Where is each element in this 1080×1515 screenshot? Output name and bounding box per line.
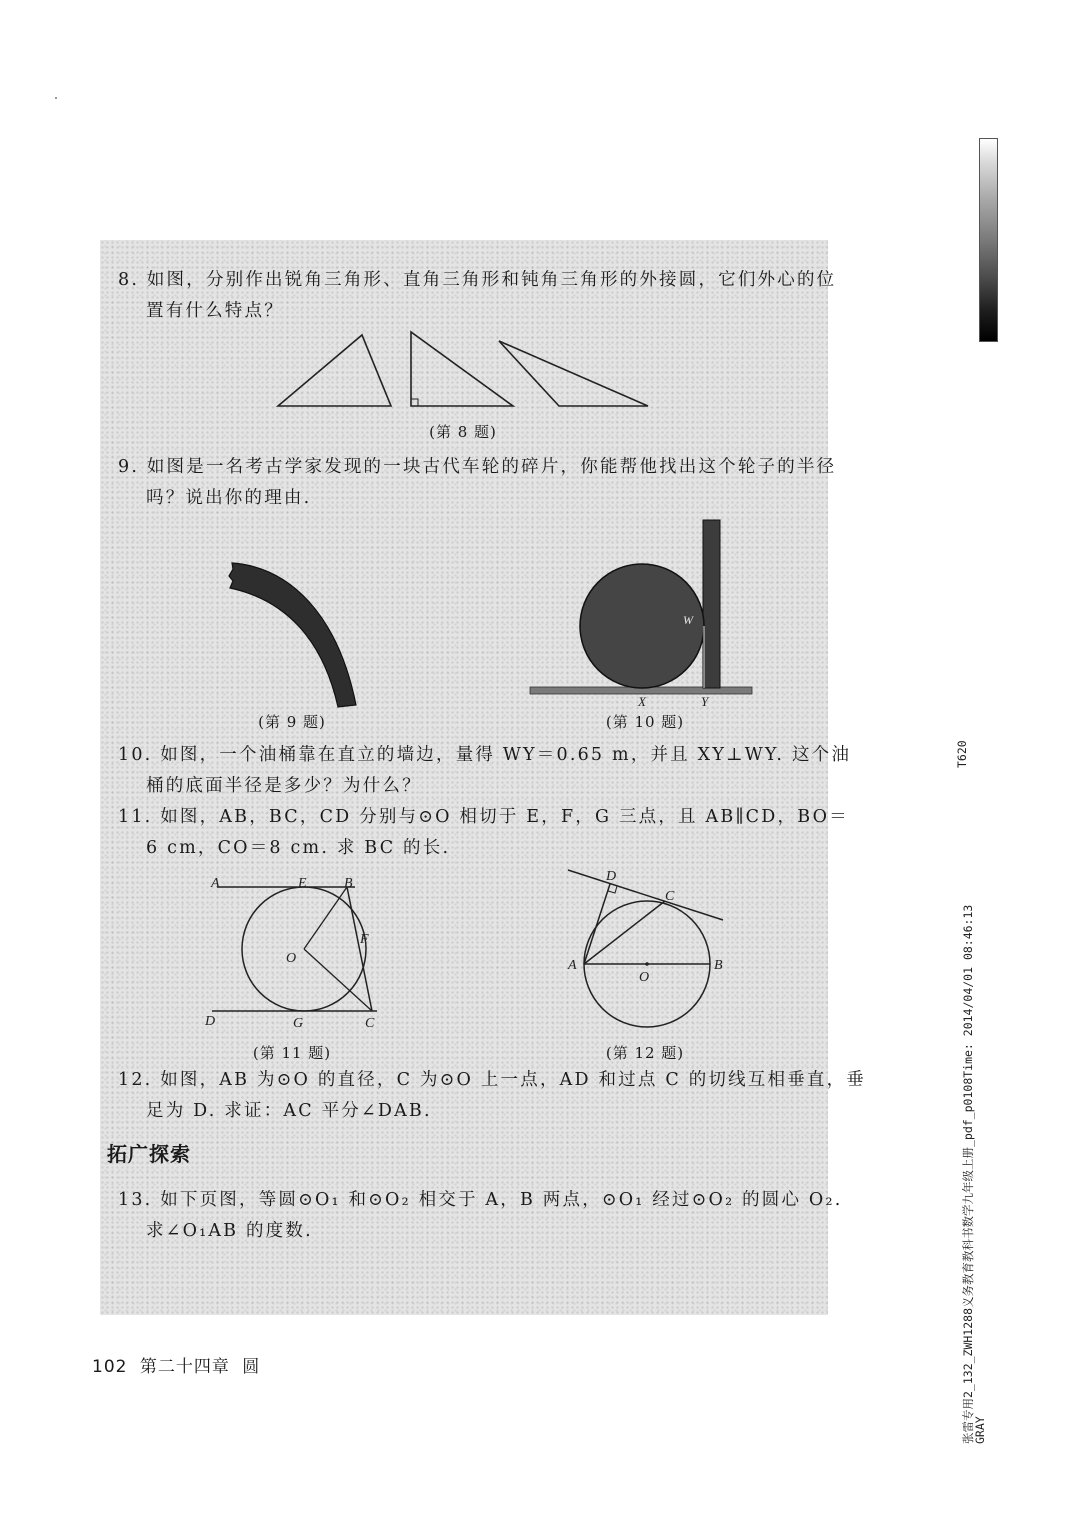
figure-12-diameter-tangent [555, 860, 740, 1045]
section-heading: 拓广探索 [107, 1142, 191, 1166]
problem-10-line-1: 10. 如图，一个油桶靠在直立的墙边，量得 WY＝0.65 m，并且 XY⊥WY. 这个油 [118, 745, 852, 765]
label-b: B [344, 876, 353, 891]
label-c: C [365, 1016, 375, 1031]
figure-11-tangent-circle [195, 870, 395, 1035]
chapter-label: 第二十四章 [139, 1357, 230, 1377]
caption-problem-11: (第 11 题) [252, 1044, 332, 1062]
label-a: A [568, 958, 577, 973]
right-triangle [411, 332, 513, 406]
page-number: 102 [92, 1357, 128, 1377]
label-c: C [665, 889, 675, 904]
segment-ac [584, 901, 665, 964]
problem-8-line-1: 8. 如图，分别作出锐角三角形、直角三角形和钝角三角形的外接圆，它们外心的位 [118, 270, 837, 290]
page-footer [92, 1352, 260, 1377]
label-a: A [211, 876, 220, 891]
problem-13-line-2: 求∠O₁AB 的度数. [146, 1221, 313, 1241]
obtuse-triangle [499, 341, 648, 406]
scan-speck [55, 97, 57, 99]
gray-label: GRAY [973, 1416, 987, 1444]
problem-10-line-2: 桶的底面半径是多少？为什么？ [146, 776, 422, 796]
caption-problem-8: (第 8 题) [429, 423, 497, 441]
problem-12-line-2: 足为 D. 求证：AC 平分∠DAB. [146, 1101, 432, 1121]
wheel-fragment [229, 563, 356, 707]
problem-11-line-1: 11. 如图，AB，BC，CD 分别与⊙O 相切于 E，F，G 三点，且 AB∥CD，BO＝ [118, 807, 849, 827]
caption-problem-9: (第 9 题) [258, 713, 326, 731]
label-w: W [683, 613, 693, 627]
label-b: B [714, 958, 723, 973]
segment-ob [304, 887, 347, 949]
problem-11-line-2: 6 cm，CO＝8 cm. 求 BC 的长. [146, 838, 451, 858]
label-f: F [360, 932, 369, 947]
problem-9-line-2: 吗？说出你的理由. [146, 488, 312, 508]
figure-9-wheel-fragment [220, 555, 370, 710]
chapter-title: 圆 [242, 1357, 261, 1377]
acute-triangle [278, 335, 391, 406]
label-x: X [638, 694, 646, 709]
problem-8-line-2: 置有什么特点？ [146, 301, 284, 321]
label-g: G [293, 1016, 304, 1031]
caption-problem-12: (第 12 题) [605, 1044, 685, 1062]
caption-problem-10: (第 10 题) [605, 713, 685, 731]
problem-9-line-1: 9. 如图是一名考古学家发现的一块古代车轮的碎片，你能帮他找出这个轮子的半径 [118, 457, 837, 477]
margin-code: T620 [955, 740, 969, 768]
label-o: O [286, 951, 297, 966]
segment-ad [584, 884, 610, 964]
label-d: D [205, 1014, 216, 1029]
grayscale-calibration-strip [979, 138, 998, 342]
figure-8-triangles [270, 325, 660, 420]
tangent-line [568, 870, 723, 920]
label-d: D [606, 869, 617, 884]
center-point [645, 962, 649, 966]
wall [703, 520, 720, 688]
vertical-stamp: 张雷专用2_132_ZWH1288义务教育教科书数学九年级上册_pdf_p0108Time: 2014/04/01 08:46:13 [961, 904, 975, 1444]
figure-10-oil-drum [525, 515, 765, 715]
problem-13-line-1: 13. 如下页图，等圆⊙O₁ 和⊙O₂ 相交于 A，B 两点，⊙O₁ 经过⊙O₂ 的圆心 O₂. [118, 1190, 843, 1210]
label-o: O [639, 970, 650, 985]
label-y: Y [701, 694, 709, 709]
right-angle-mark [411, 399, 418, 406]
label-e: E [298, 876, 307, 891]
problem-12-line-1: 12. 如图，AB 为⊙O 的直径，C 为⊙O 上一点，AD 和过点 C 的切线互相垂直，垂 [118, 1070, 866, 1090]
